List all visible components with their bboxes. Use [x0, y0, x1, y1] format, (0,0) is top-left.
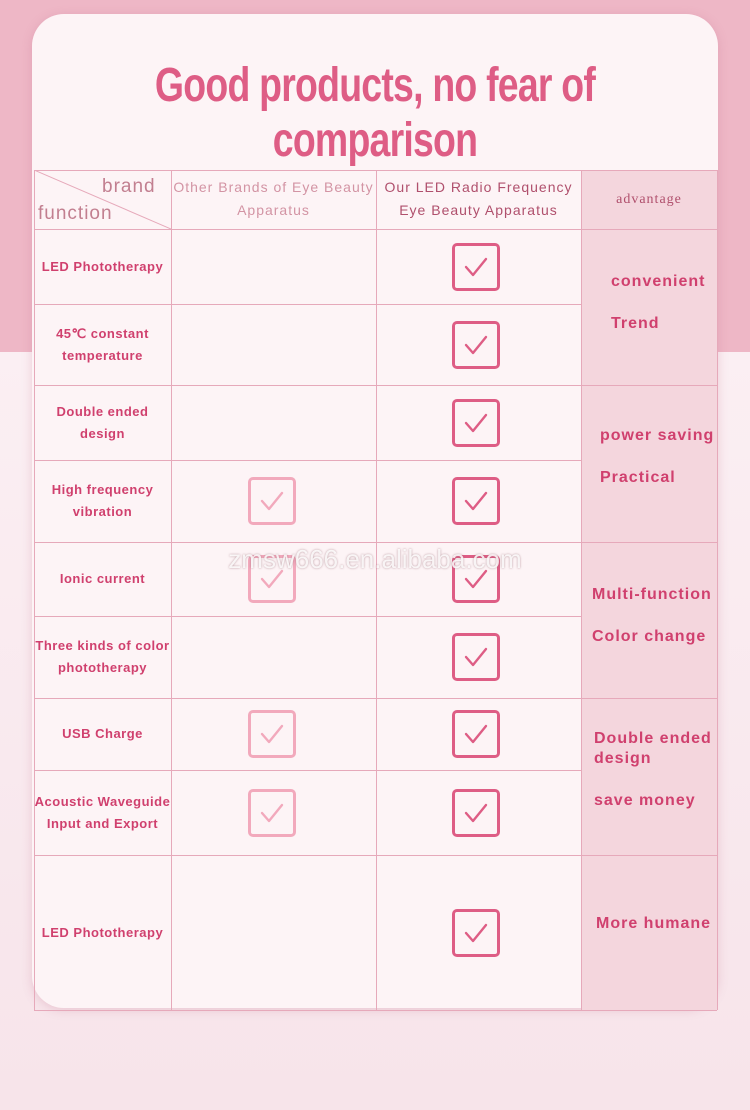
function-label: LED Phototherapy	[41, 924, 164, 940]
checkmark-icon	[464, 646, 488, 670]
page-title: Good products, no fear of comparison	[154, 59, 596, 167]
column-divider	[717, 170, 718, 1010]
function-label: Acoustic Waveguide Input and Export	[34, 793, 171, 831]
checkmark-icon	[260, 723, 284, 747]
advantage-text: Double ended design	[594, 730, 712, 767]
advantage-text: power saving	[600, 427, 715, 444]
advantage-text: Trend	[611, 315, 660, 332]
function-label: Three kinds of color phototherapy	[35, 638, 170, 675]
advantage-text: convenient	[611, 273, 706, 290]
function-label: LED Phototherapy	[41, 258, 164, 274]
our-product-check-icon	[452, 789, 500, 837]
function-label: USB Charge	[62, 726, 143, 741]
checkmark-icon	[464, 723, 488, 747]
header-our-product: Our LED Radio Frequency Eye Beauty Apparatus	[384, 179, 573, 218]
watermark-text: zmsw666.en.alibaba.com	[228, 544, 522, 574]
other-brand-check-icon	[248, 789, 296, 837]
checkmark-icon	[464, 334, 488, 358]
our-product-check-icon	[452, 710, 500, 758]
row-divider	[34, 1010, 717, 1011]
our-product-check-icon	[452, 399, 500, 447]
other-brand-check-icon	[248, 710, 296, 758]
our-product-check-icon	[452, 321, 500, 369]
checkmark-icon	[464, 802, 488, 826]
checkmark-icon	[464, 922, 488, 946]
checkmark-icon	[464, 412, 488, 436]
function-label: High frequency vibration	[51, 482, 154, 519]
advantage-text: save money	[594, 792, 696, 809]
checkmark-icon	[464, 256, 488, 280]
our-product-check-icon	[452, 633, 500, 681]
our-product-check-icon	[452, 243, 500, 291]
header-advantage: advantage	[616, 192, 682, 207]
header-function-label: function	[38, 203, 113, 224]
checkmark-icon	[464, 490, 488, 514]
column-divider	[581, 170, 582, 1010]
header-other-brands: Other Brands of Eye Beauty Apparatus	[173, 179, 374, 218]
advantage-text: More humane	[596, 915, 712, 932]
header-brand-label: brand	[102, 176, 156, 197]
advantage-text: Color change	[592, 628, 707, 645]
our-product-check-icon	[452, 477, 500, 525]
function-label: Ionic current	[59, 571, 146, 586]
advantage-text: Multi-function	[592, 586, 712, 603]
our-product-check-icon	[452, 909, 500, 957]
other-brand-check-icon	[248, 477, 296, 525]
function-label: Double ended design	[56, 403, 149, 441]
checkmark-icon	[260, 802, 284, 826]
advantage-text: Practical	[600, 469, 676, 486]
function-label: 45℃ constant temperature	[56, 325, 149, 363]
checkmark-icon	[260, 490, 284, 514]
column-divider	[376, 170, 377, 1010]
column-divider	[171, 170, 172, 1010]
